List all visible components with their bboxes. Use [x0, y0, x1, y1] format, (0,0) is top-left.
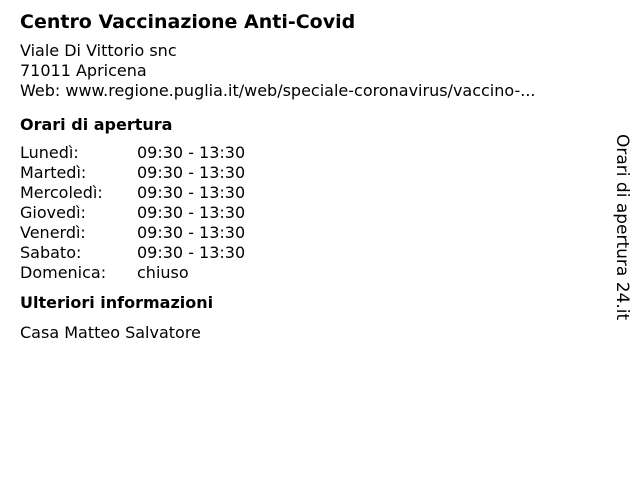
hours-row-wednesday: [20, 183, 600, 203]
hours-row-sunday: [20, 263, 600, 283]
hours-row-thursday: [20, 203, 600, 223]
address-street: Viale Di Vittorio snc: [20, 41, 177, 60]
time-value: 09:30 - 13:30: [137, 183, 246, 202]
day-label: Martedì:: [20, 163, 87, 182]
extra-info-section: [20, 293, 600, 343]
day-label: Venerdì:: [20, 223, 86, 242]
address-city: 71011 Apricena: [20, 61, 147, 80]
time-value: 09:30 - 13:30: [137, 243, 246, 262]
day-label: Sabato:: [20, 243, 82, 262]
opening-hours-heading: Orari di apertura: [20, 115, 173, 134]
time-value: 09:30 - 13:30: [137, 223, 246, 242]
time-value: chiuso: [137, 263, 189, 282]
day-label: Mercoledì:: [20, 183, 103, 202]
extra-info-text: Casa Matteo Salvatore: [20, 323, 201, 342]
day-label: Lunedì:: [20, 143, 79, 162]
business-info: [20, 10, 600, 343]
day-label: Giovedì:: [20, 203, 86, 222]
address-block: [20, 41, 600, 101]
time-value: 09:30 - 13:30: [137, 163, 246, 182]
opening-hours-section: [20, 115, 600, 283]
time-value: 09:30 - 13:30: [137, 203, 246, 222]
extra-info-heading: Ulteriori informazioni: [20, 293, 214, 312]
brand-watermark: Orari di apertura 24.it: [612, 134, 632, 321]
hours-row-saturday: [20, 243, 600, 263]
hours-row-monday: [20, 143, 600, 163]
hours-row-tuesday: [20, 163, 600, 183]
hours-row-friday: [20, 223, 600, 243]
page-title: Centro Vaccinazione Anti-Covid: [20, 11, 356, 33]
website-link[interactable]: Web: www.regione.puglia.it/web/speciale-coronavirus/vaccino-...: [20, 81, 536, 100]
opening-hours-table: [20, 143, 600, 283]
day-label: Domenica:: [20, 263, 107, 282]
time-value: 09:30 - 13:30: [137, 143, 246, 162]
